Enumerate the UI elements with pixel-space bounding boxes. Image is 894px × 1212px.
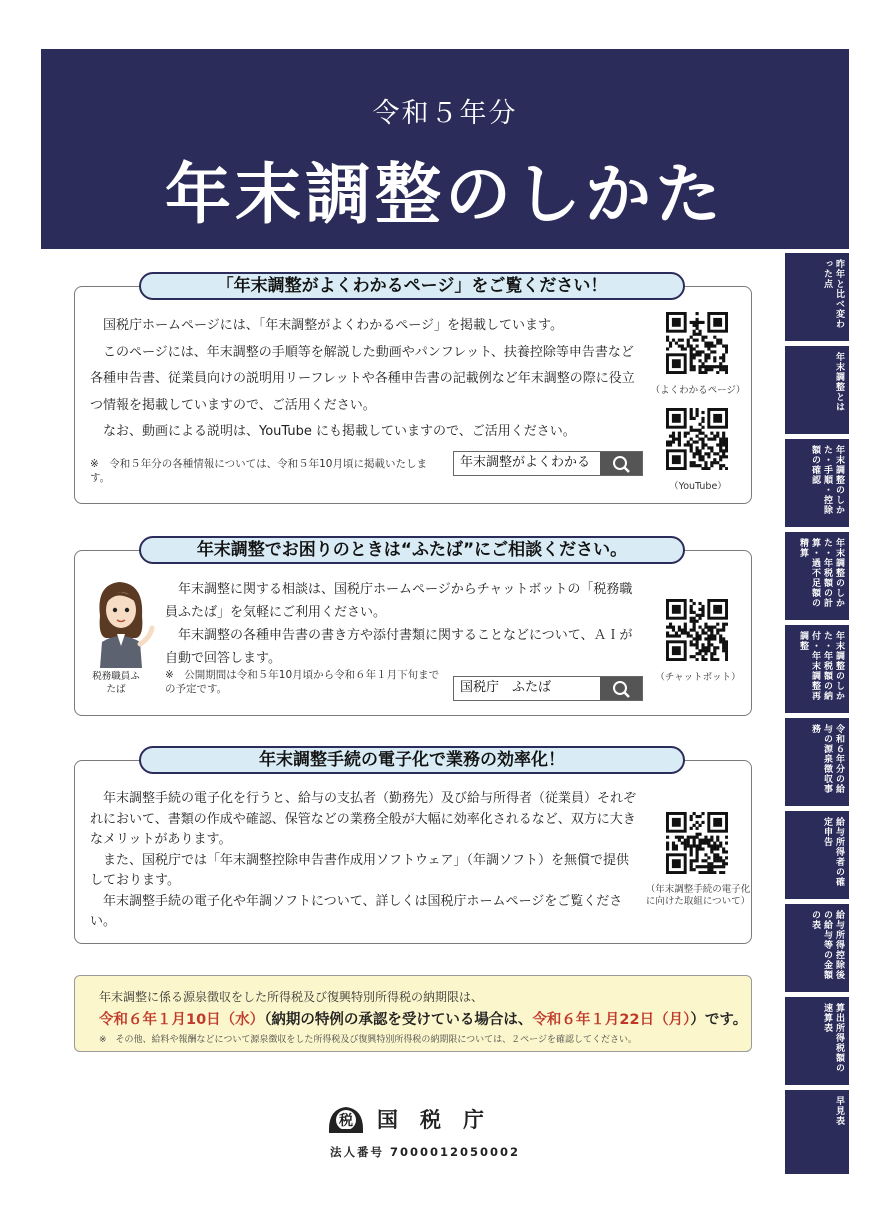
index-tab[interactable]: 年末調整のしかた・年税額の計算・過不足額の精算 bbox=[785, 532, 849, 620]
mascot-caption: 税務職員ふたば bbox=[92, 671, 140, 695]
header-year: 令和５年分 bbox=[372, 98, 518, 129]
search-box-yokuwakaru[interactable] bbox=[453, 451, 643, 476]
index-tab[interactable]: 算出所得税額の速算表 bbox=[785, 997, 849, 1085]
search-box-futaba[interactable] bbox=[453, 676, 643, 701]
agency-name: 国税庁 bbox=[377, 1108, 506, 1132]
nta-emblem-icon bbox=[327, 1103, 365, 1135]
qr-caption: （年末調整手続の電子化に向けた取組について） bbox=[645, 884, 751, 907]
page-title: 年末調整のしかた bbox=[165, 156, 725, 233]
section1-body bbox=[90, 313, 638, 446]
section2-body bbox=[165, 578, 637, 670]
qr-code-youtube bbox=[666, 408, 728, 470]
section3-body bbox=[90, 789, 638, 933]
corporate-number: 法人番号 7000012050002 bbox=[330, 1145, 521, 1159]
notice-middle: （納期の特例の承認を受けている場合は、 bbox=[264, 1012, 533, 1028]
nta-logo bbox=[327, 1103, 506, 1135]
search-query: 国税庁 ふたば bbox=[460, 680, 552, 695]
index-tab[interactable]: 令和６年分の給与の源泉徴収事務 bbox=[785, 718, 849, 806]
index-tab[interactable]: 早見表 bbox=[785, 1090, 849, 1174]
qr-caption: （よくわかるページ） bbox=[650, 385, 746, 396]
search-icon[interactable] bbox=[600, 452, 642, 475]
index-tab[interactable]: 昨年と比べ変わった点 bbox=[785, 253, 849, 341]
qr-code-denshika bbox=[666, 812, 728, 874]
index-tab[interactable]: 年末調整とは bbox=[785, 346, 849, 434]
index-tab[interactable]: 年末調整のしかた・手順・控除額の確認 bbox=[785, 439, 849, 527]
notice-line2 bbox=[99, 1008, 747, 1029]
notice-date1: 令和６年１月10日（水） bbox=[99, 1012, 265, 1028]
qr-code-chatbot bbox=[666, 599, 728, 661]
notice-end: ）です。 bbox=[690, 1012, 748, 1028]
index-tab[interactable]: 給与所得控除後の給与等の金額の表 bbox=[785, 904, 849, 992]
deadline-notice bbox=[74, 975, 752, 1052]
section2-paragraph: 年末調整に関する相談は、国税庁ホームページからチャットボットの「税務職員ふたば」を気軽にご利用ください。 bbox=[165, 582, 633, 620]
section3-paragraph: また、国税庁では「年末調整控除申告書作成用ソフトウェア」（年調ソフト）を無償で提供しております。 bbox=[90, 852, 629, 888]
section1-note: ※ 令和５年分の各種情報については、令和５年10月頃に掲載いたします。 bbox=[90, 458, 427, 484]
index-tab[interactable]: 年末調整のしかた・年税額の納付・年末調整再調整 bbox=[785, 625, 849, 713]
index-tab[interactable]: 給与所得者の確定申告 bbox=[785, 811, 849, 899]
search-query: 年末調整がよくわかる bbox=[460, 455, 591, 470]
header-banner bbox=[41, 49, 849, 249]
section2-note: ※ 公開期間は令和５年10月頃から令和６年１月下旬までの予定です。 bbox=[165, 669, 440, 695]
section1-paragraph: このページには、年末調整の手順等を解説した動画やパンフレット、扶養控除等申告書など各種申告書、従業員向けの説明用リーフレットや各種申告書の記載例など年末調整の際に役立つ情報を掲載していますので、ご活用ください。 bbox=[90, 344, 635, 413]
notice-date2: 令和６年１月22日（月） bbox=[532, 1012, 691, 1028]
nta-emblem-letter: 税 bbox=[339, 1113, 353, 1129]
notice-line1: 年末調整に係る源泉徴収をした所得税及び復興特別所得税の納期限は、 bbox=[99, 990, 484, 1004]
section1-paragraph: なお、動画による説明は、YouTube にも掲載していますので、ご活用ください。 bbox=[103, 424, 576, 439]
qr-caption: （チャットボット） bbox=[655, 672, 741, 683]
section3-heading: 年末調整手続の電子化で業務の効率化！ bbox=[139, 746, 685, 774]
section1-paragraph: 国税庁ホームページには、「年末調整がよくわかるページ」を掲載しています。 bbox=[103, 318, 563, 333]
section3-paragraph: 年末調整手続の電子化を行うと、給与の支払者（勤務先）及び給与所得者（従業員）それぞれにおいて、書類の作成や確認、保管などの業務全般が大幅に効率化されるなど、双方に大きなメリットがあります。 bbox=[90, 791, 637, 847]
search-icon[interactable] bbox=[600, 677, 642, 700]
mascot-futaba-image bbox=[86, 576, 158, 668]
section1-heading: 「年末調整がよくわかるページ」をご覧ください！ bbox=[139, 272, 685, 300]
section2-heading: 年末調整でお困りのときは“ふたば”にご相談ください。 bbox=[139, 536, 685, 564]
section2-paragraph: 年末調整の各種申告書の書き方や添付書類に関することなどについて、ＡＩが自動で回答します。 bbox=[165, 628, 633, 666]
qr-code-yokuwakaru bbox=[666, 312, 728, 374]
section3-paragraph: 年末調整手続の電子化や年調ソフトについて、詳しくは国税庁ホームページをご覧ください。 bbox=[90, 893, 623, 929]
qr-caption: （YouTube） bbox=[669, 481, 727, 492]
notice-line3: ※ その他、給料や報酬などについて源泉徴収をした所得税及び復興特別所得税の納期限については、２ページを確認してください。 bbox=[99, 1035, 638, 1045]
